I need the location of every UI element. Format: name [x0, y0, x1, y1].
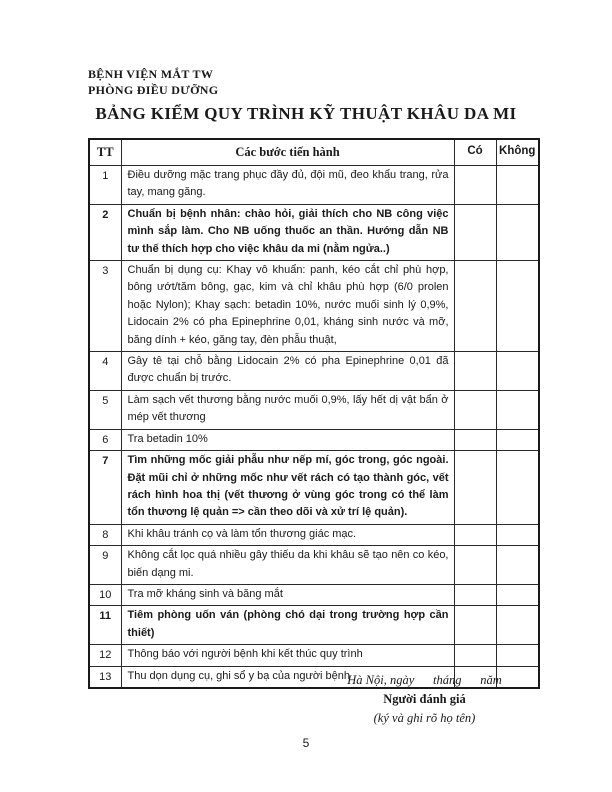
table-header-row: [89, 139, 539, 166]
yes-checkbox-cell: [454, 166, 496, 205]
no-checkbox-cell: [496, 429, 539, 450]
step-text: Tra mỡ kháng sinh và băng mắt: [121, 584, 454, 605]
signature-date-line: Hà Nội, ngày tháng năm: [347, 673, 502, 687]
no-checkbox-cell: [496, 261, 539, 352]
table-row: [89, 429, 539, 450]
row-number: 6: [89, 429, 121, 450]
yes-checkbox-cell: [454, 524, 496, 545]
no-checkbox-cell: [496, 606, 539, 645]
no-checkbox-cell: [496, 451, 539, 525]
row-number: 8: [89, 524, 121, 545]
no-checkbox-cell: [496, 352, 539, 391]
org-name: BỆNH VIỆN MẮT TW: [88, 67, 214, 81]
row-number: 3: [89, 261, 121, 352]
signature-note: (ký và ghi rõ họ tên): [373, 711, 476, 725]
no-checkbox-cell: [496, 524, 539, 545]
table-body: [89, 166, 539, 688]
yes-checkbox-cell: [454, 204, 496, 260]
yes-checkbox-cell: [454, 352, 496, 391]
row-number: 11: [89, 606, 121, 645]
step-text: Tiêm phòng uốn ván (phòng chó dại trong trường hợp cần thiết): [121, 606, 454, 645]
page-number: 5: [302, 736, 310, 750]
row-number: 13: [89, 666, 121, 688]
table-row: [89, 451, 539, 525]
column-header-tt: TT: [89, 139, 121, 166]
table-row: [89, 546, 539, 585]
org-department: PHÒNG ĐIỀU DƯỠNG: [88, 83, 219, 97]
table-row: [89, 584, 539, 605]
yes-checkbox-cell: [454, 645, 496, 666]
yes-checkbox-cell: [454, 606, 496, 645]
step-text: Khi khâu tránh cọ và làm tổn thương giác mạc.: [121, 524, 454, 545]
row-number: 1: [89, 166, 121, 205]
table-row: [89, 645, 539, 666]
row-number: 4: [89, 352, 121, 391]
yes-checkbox-cell: [454, 451, 496, 525]
row-number: 7: [89, 451, 121, 525]
step-text: Chuẩn bị bệnh nhân: chào hỏi, giải thích cho NB công việc mình sắp làm. Cho NB uống thuốc an thần. Hướng dẫn NB tư thế thích hợp cho việc khâu da mi (nằm ngửa..): [121, 204, 454, 260]
yes-checkbox-cell: [454, 546, 496, 585]
row-number: 5: [89, 390, 121, 429]
yes-checkbox-cell: [454, 390, 496, 429]
row-number: 9: [89, 546, 121, 585]
no-checkbox-cell: [496, 204, 539, 260]
org-header: [88, 66, 218, 98]
row-number: 2: [89, 204, 121, 260]
table-row: [89, 390, 539, 429]
column-header-no: Không: [496, 139, 539, 166]
row-number: 12: [89, 645, 121, 666]
yes-checkbox-cell: [454, 584, 496, 605]
step-text: Không cắt lọc quá nhiều gây thiếu da khi khâu sẽ tạo nên co kéo, biến dạng mi.: [121, 546, 454, 585]
column-header-yes: Có: [454, 139, 496, 166]
step-text: Thông báo với người bệnh khi kết thúc quy trình: [121, 645, 454, 666]
no-checkbox-cell: [496, 390, 539, 429]
step-text: Tra betadin 10%: [121, 429, 454, 450]
yes-checkbox-cell: [454, 429, 496, 450]
step-text: Chuẩn bị dụng cụ: Khay vô khuẩn: panh, kéo cắt chỉ phù hợp, bông ướt/tăm bông, gạc, kim và chỉ khâu phù hợp (6/0 prolen hoặc Nylon); Khay sạch: betadin 10%, nước muối sinh lý 0,9%, Lidocain 2% có pha Epinephrine 0,01, kháng sinh nước và mỡ, băng dính + kéo, găng tay, đèn phẫu thuật,: [121, 261, 454, 352]
table-row: [89, 606, 539, 645]
no-checkbox-cell: [496, 166, 539, 205]
column-header-steps: Các bước tiến hành: [121, 139, 454, 166]
step-text: Tìm những mốc giải phẫu như nếp mí, góc trong, góc ngoài. Đặt mũi chỉ ở những mốc như vết rách có tạo thành góc, vết rách hình hoa thị (vết thương ở vùng góc trong có thể làm tổn thương lệ quản => cần theo dõi và xử trí lệ quản).: [121, 451, 454, 525]
yes-checkbox-cell: [454, 261, 496, 352]
table-row: [89, 166, 539, 205]
table-row: [89, 524, 539, 545]
step-text: Thu dọn dụng cụ, ghi sổ y bạ của người bệnh: [121, 666, 454, 688]
page-title: BẢNG KIỂM QUY TRÌNH KỸ THUẬT KHÂU DA MI: [95, 104, 517, 123]
signature-role: Người đánh giá: [383, 692, 466, 706]
no-checkbox-cell: [496, 546, 539, 585]
no-checkbox-cell: [496, 645, 539, 666]
table-row: [89, 261, 539, 352]
table-row: [89, 352, 539, 391]
checklist-table: [88, 138, 540, 689]
signature-block: [327, 671, 522, 728]
table-row: [89, 204, 539, 260]
no-checkbox-cell: [496, 584, 539, 605]
row-number: 10: [89, 584, 121, 605]
step-text: Điều dưỡng mặc trang phục đầy đủ, đội mũ, đeo khẩu trang, rửa tay, mang găng.: [121, 166, 454, 205]
step-text: Gây tê tại chỗ bằng Lidocain 2% có pha Epinephrine 0,01 đã được chuẩn bị trước.: [121, 352, 454, 391]
step-text: Làm sạch vết thương bằng nước muối 0,9%, lấy hết dị vật bẩn ở mép vết thương: [121, 390, 454, 429]
